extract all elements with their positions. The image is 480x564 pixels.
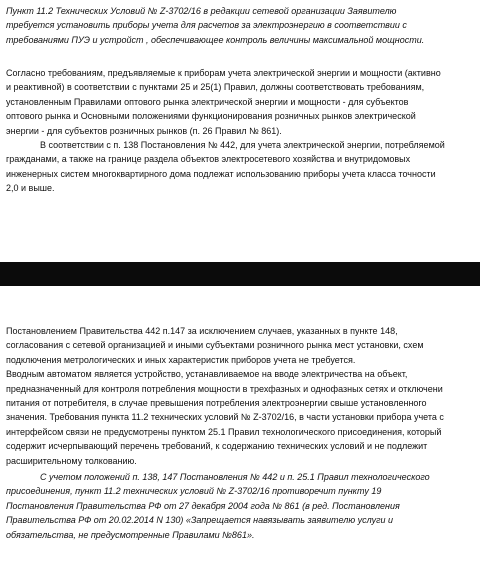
text-line: Постановления Правительства РФ от 27 декабря 2004 года № 861 (в ред. Постановления	[6, 500, 400, 511]
text-line: согласования с сетевой организацией и иными субъектами розничного рынка мест установки, схем	[6, 340, 424, 351]
paragraph-decree-442	[6, 324, 444, 468]
text-line: требованиями ПУЭ и устройст , обеспечивающее контроль величины максимальной мощности.	[6, 34, 425, 45]
text-line: предназначенный для контроля потребления мощности в трехфазных и однофазных сетях и отключени	[6, 383, 443, 394]
text-line: требуется установить приборы учета для расчетов за электроэнергию в соответствии с	[6, 20, 407, 31]
text-line: гражданами, а также на границе раздела объектов электросетевого хозяйства и внутридомовых	[6, 154, 411, 165]
text-line: и реактивной) в соответствии с пунктами 25 и 25(1) Правил, должны соответствовать требованиям,	[6, 82, 425, 93]
paragraph-tu-clause	[6, 4, 424, 47]
text-line: присоединения, пункт 11.2 технических условий № Z-3702/16 противоречит пункту 19	[6, 486, 382, 497]
text-line: Постановлением Правительства 442 п.147 за исключением случаев, указанных в пункте 148,	[6, 326, 398, 336]
text-line: С учетом положений п. 138, 147 Постановления № 442 и п. 25.1 Правил технологического	[40, 472, 430, 482]
text-line: установленным Правилами оптового рынка электрической энергии и мощности - для субъектов	[6, 96, 409, 107]
paragraph-requirements	[6, 66, 441, 138]
text-line: Согласно требованиям, предъявляемые к приборам учета электрической энергии и мощности (активно	[6, 68, 441, 78]
paragraph-accuracy-class	[6, 138, 445, 196]
separator-band	[0, 262, 480, 286]
text-line: Вводным автоматом является устройство, устанавливаемое на вводе электричества на объект,	[6, 369, 408, 380]
text-line: 2,0 и выше.	[6, 183, 55, 194]
text-line: обязательства, не предусмотренные Правилами №861».	[6, 529, 255, 540]
text-line: подключения метрологических и иных характеристик приборов учета не требуется.	[6, 354, 356, 365]
document-fragment-bottom	[0, 286, 480, 564]
text-line: расширительному толкованию.	[6, 455, 137, 466]
text-line: содержит исчерпывающий перечень требований, к содержанию технических условий и не подлежит	[6, 441, 428, 452]
paragraph-conclusion	[6, 470, 430, 542]
document-fragment-top	[0, 0, 480, 262]
text-line: оптового рынка и Основными положениями функционирования розничных рынков электрической	[6, 111, 416, 122]
text-line: интерфейсом связи не предусмотрены пунктом 25.1 Правил технологического присоединения, который	[6, 426, 442, 437]
text-line: В соответствии с п. 138 Постановления № 442, для учета электрической энергии, потребляемой	[40, 140, 445, 150]
text-line: Правительства РФ от 20.02.2014 N 130) «Запрещается навязывать заявителю услуги и	[6, 515, 394, 526]
text-line: значения. Требования пункта 11.2 технических условий № Z-3702/16, в части установки прибора учета с	[6, 412, 444, 423]
text-line: энергии - для субъектов розничных рынков (п. 26 Правил № 861).	[6, 125, 282, 136]
text-line: инженерных систем многоквартирного дома подлежат использованию приборы учета класса точности	[6, 168, 436, 179]
text-line: Пункт 11.2 Технических Условий № Z-3702/16 в редакции сетевой организации Заявителю	[6, 6, 397, 16]
text-line: питания от потребителя, в случае превышения потребления электроэнергии свыше установленного	[6, 398, 427, 409]
